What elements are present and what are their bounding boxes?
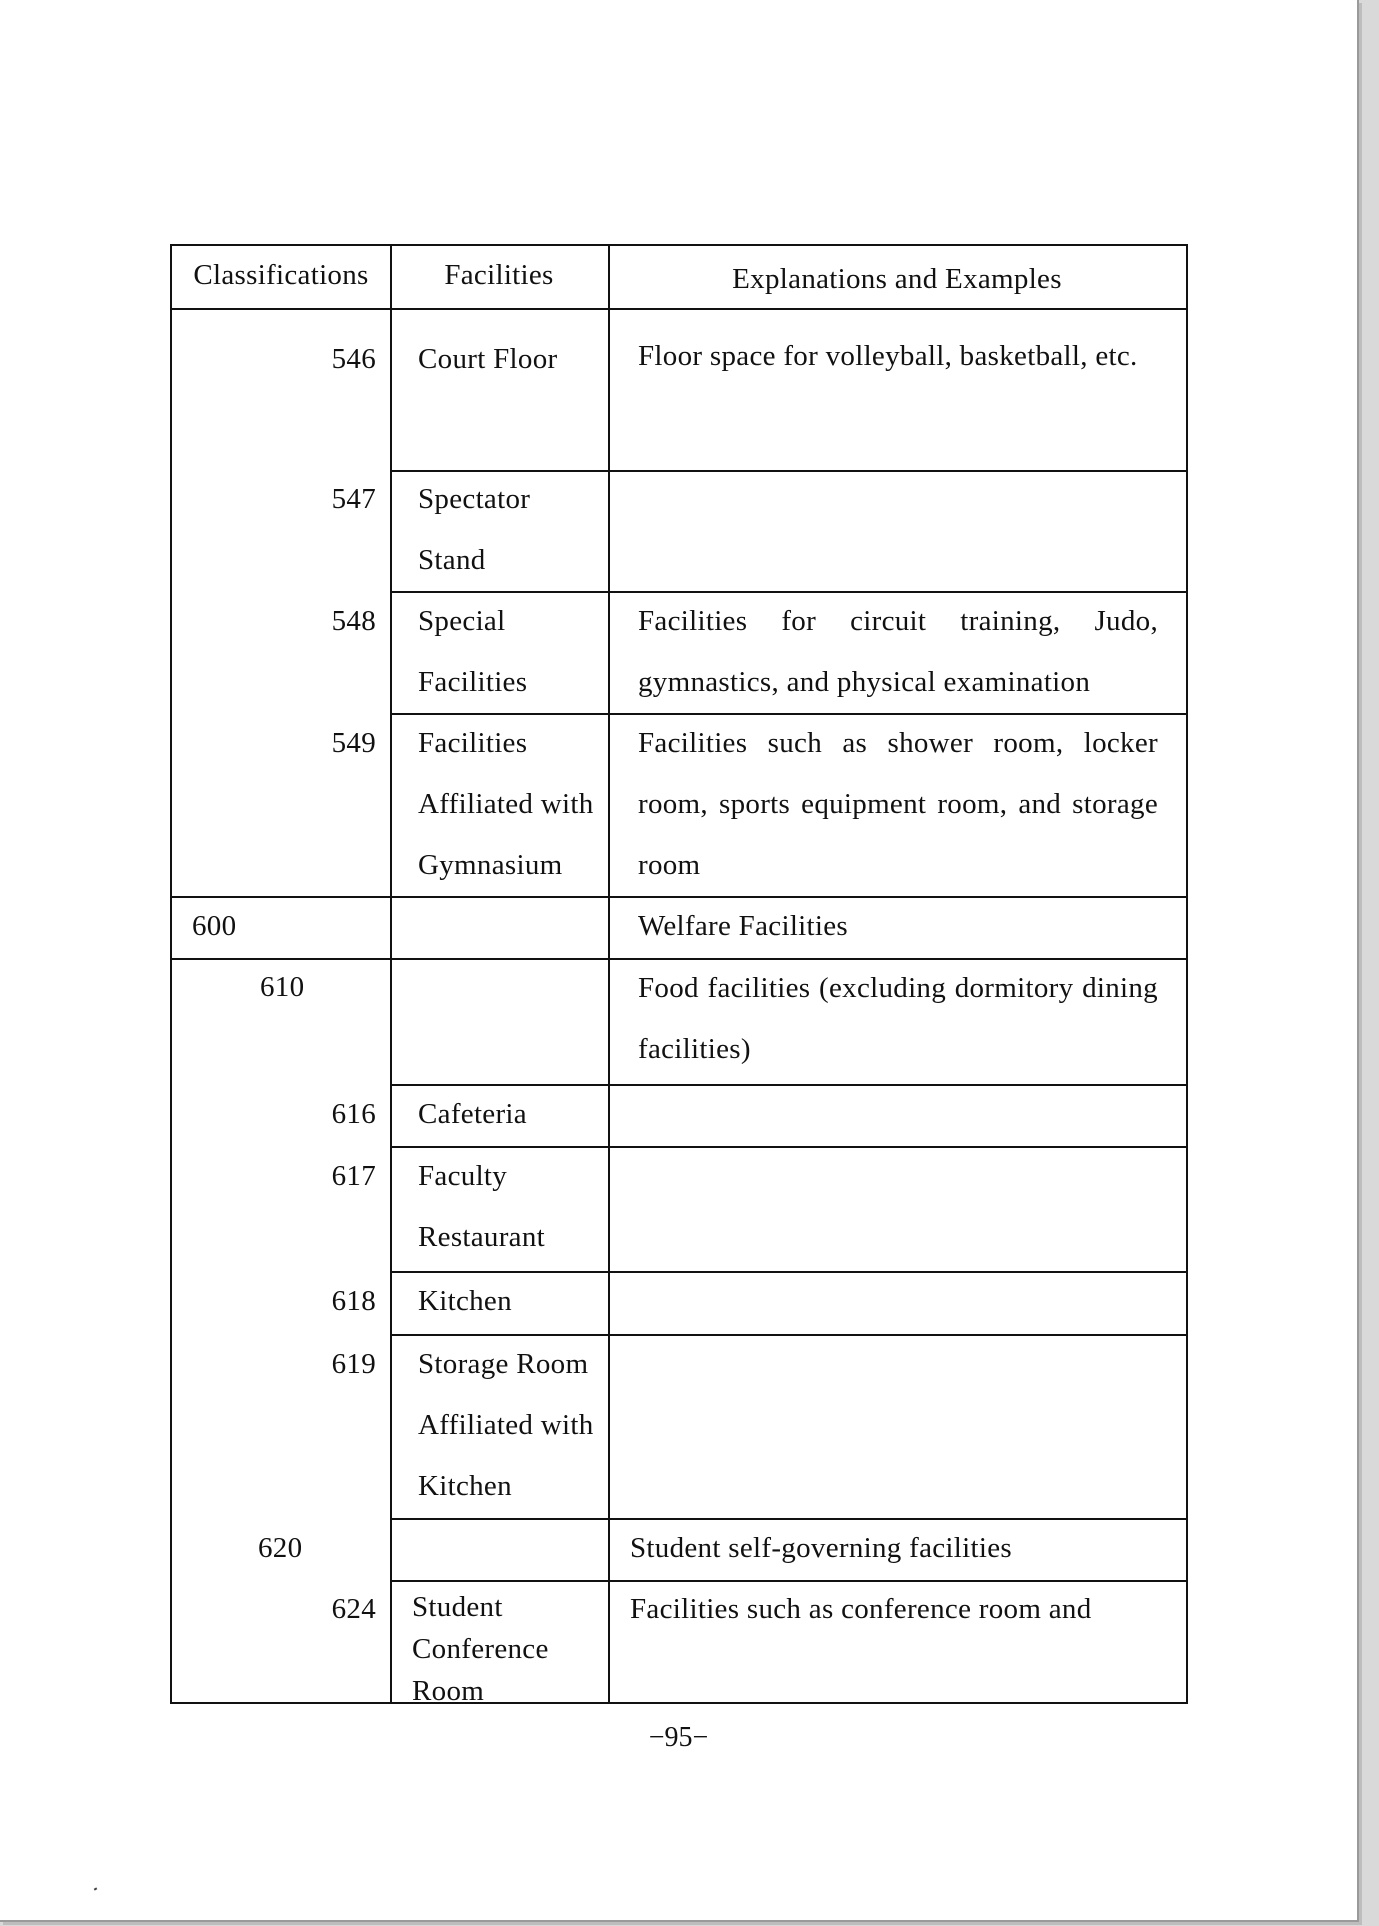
facility-name: Cafeteria (418, 1098, 527, 1130)
classification-code: 617 (331, 1160, 376, 1192)
classification-code: 548 (331, 605, 376, 637)
classification-code: 616 (331, 1098, 376, 1130)
header-explanations: Explanations and Examples (732, 263, 1062, 295)
facility-explanation: Student self-governing facilities (630, 1532, 1012, 1564)
classification-code: 620 (258, 1532, 303, 1564)
facility-name: Spectator Stand (418, 483, 531, 576)
facility-name: Student Conference Room (412, 1591, 549, 1707)
facility-explanation: Facilities such as conference room and (630, 1593, 1092, 1625)
facility-name: Kitchen (418, 1285, 512, 1317)
classification-code: 547 (331, 483, 376, 515)
facility-explanation: Food facilities (excluding dormitory dining facilities) (638, 972, 1158, 1065)
facility-explanation: Facilities such as shower room, locker room, sports equipment room, and storage room (638, 727, 1158, 881)
classification-code: 610 (260, 971, 305, 1003)
facility-explanation: Floor space for volleyball, basketball, etc. (638, 340, 1138, 372)
scan-speck (94, 1887, 98, 1890)
facility-name: Special Facilities (418, 605, 528, 698)
classification-code: 546 (331, 343, 376, 375)
column-divider (608, 246, 610, 1702)
facility-explanation: Facilities for circuit training, Judo, gymnastics, and physical examination (638, 605, 1158, 698)
column-divider (390, 246, 392, 1702)
header-divider (172, 308, 1186, 310)
facility-name: Storage Room Affiliated with Kitchen (418, 1348, 594, 1502)
header-facilities: Facilities (444, 259, 554, 291)
facility-name: Facilities Affiliated with Gymnasium (418, 727, 594, 881)
facility-explanation: Welfare Facilities (638, 910, 848, 942)
classification-code: 618 (331, 1285, 376, 1317)
page-number: −95− (648, 1722, 709, 1753)
header-classifications: Classifications (193, 259, 369, 291)
facilities-table (170, 244, 1188, 1707)
classification-code: 600 (192, 910, 237, 942)
facility-name: Court Floor (418, 343, 558, 375)
classification-code: 549 (331, 727, 376, 759)
classification-code: 619 (331, 1348, 376, 1380)
facility-name: Faculty Restaurant (418, 1160, 546, 1253)
classification-code: 624 (331, 1593, 376, 1625)
